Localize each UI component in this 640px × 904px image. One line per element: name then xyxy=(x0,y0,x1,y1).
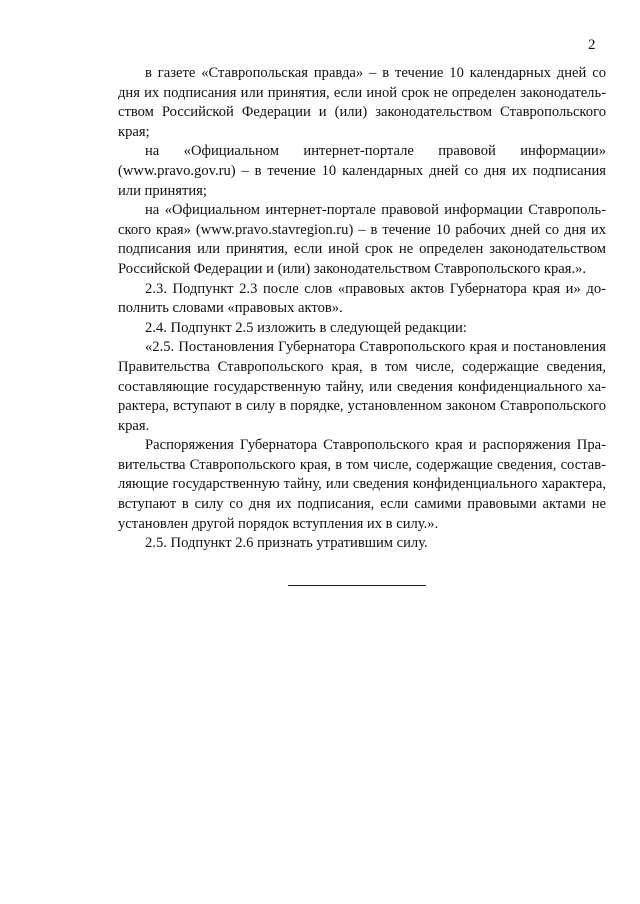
paragraph-quoted-2-5: «2.5. Постановления Губернатора Ставропольского края и постановления Правительства Ставропольского края, в том числе, содержащие сведения, составляющие государственную тайну, или сведения конфиденциального характера, вступают в силу в порядке, установленном законом Ставропольского края. xyxy=(118,339,606,434)
paragraph-item-2-3: 2.3. Подпункт 2.3 после слов «правовых актов Губернатора края и» дополнить словами «правовых актов». xyxy=(118,280,606,317)
page-number: 2 xyxy=(588,37,596,53)
paragraph-newspaper-publication: в газете «Ставропольская правда» – в течение 10 календарных дней со дня их подписания или принятия, если иной срок не определен законодательством Российской Федерации и (или) законодательством Ставропольского края; xyxy=(118,65,606,140)
paragraph-item-2-5: 2.5. Подпункт 2.6 признать утратившим силу. xyxy=(145,535,428,552)
paragraph-orders: Распоряжения Губернатора Ставропольского края и распоряжения Правительства Ставропольского края, в том числе, содержащие сведения, составляющие государственную тайну, или сведения конфиденциального характера, вступают в силу со дня их подписания, если самими правовыми актами не установлен другой порядок вступления их в силу.». xyxy=(118,437,606,532)
paragraph-federal-portal: на «Официальном интернет-портале правовой информации» (www.pravo.gov.ru) – в течение 10 календарных дней со дня их подписания или принятия; xyxy=(118,143,606,199)
paragraph-item-2-4: 2.4. Подпункт 2.5 изложить в следующей редакции: xyxy=(145,319,467,336)
paragraph-regional-portal: на «Официальном интернет-портале правовой информации Ставропольского края» (www.pravo.stavregion.ru) – в течение 10 рабочих дней со дня их подписания или принятия, если иной срок не определен законодательством Российской Федерации и (или) законодательством Ставропольского края.». xyxy=(118,202,606,277)
end-divider-line xyxy=(288,585,426,586)
document-body xyxy=(118,64,606,554)
